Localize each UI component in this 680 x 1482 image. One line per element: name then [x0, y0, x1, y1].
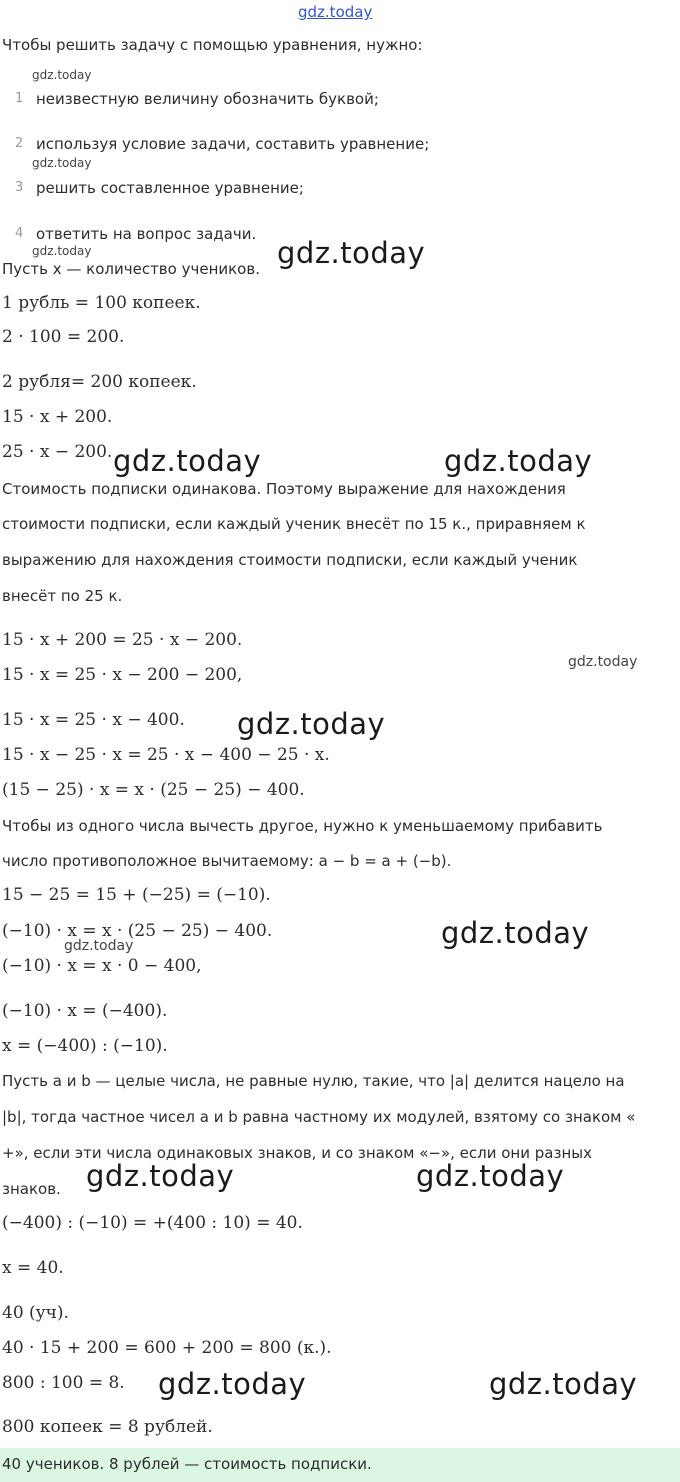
- equation-line: 40 · 15 + 200 = 600 + 200 = 800 (к.).: [2, 1338, 332, 1358]
- solution-line: 1 рубль = 100 копеек.: [2, 293, 201, 313]
- equation-line: (−400) : (−10) = +(400 : 10) = 40.: [2, 1213, 303, 1233]
- equation-line: 15 · x − 25 · x = 25 · x − 400 − 25 · x.: [2, 745, 330, 765]
- equation-line: 2 · 100 = 200.: [2, 327, 125, 347]
- intro-text: Чтобы решить задачу с помощью уравнения, нужно:: [2, 36, 423, 54]
- paragraph-line: Стоимость подписки одинакова. Поэтому выражение для нахождения: [2, 480, 566, 498]
- equation-line: x = (−400) : (−10).: [2, 1036, 168, 1056]
- paragraph-line: Пусть a и b — целые числа, не равные нулю, такие, что |a| делится нацело на: [2, 1072, 625, 1090]
- equation-line: x = 40.: [2, 1258, 64, 1278]
- step-text: решить составленное уравнение;: [36, 179, 304, 197]
- paragraph-line: выражению для нахождения стоимости подписки, если каждый ученик: [2, 551, 578, 569]
- watermark: gdz.today: [158, 1367, 307, 1401]
- solution-line: 800 копеек = 8 рублей.: [2, 1417, 213, 1437]
- paragraph-line: знаков.: [2, 1180, 61, 1198]
- equation-line: (−10) · x = x · (25 − 25) − 400.: [2, 921, 273, 941]
- equation-line: (15 − 25) · x = x · (25 − 25) − 400.: [2, 780, 305, 800]
- paragraph-line: |b|, тогда частное чисел a и b равна частному их модулей, взятому со знаком «: [2, 1108, 636, 1126]
- equation-line: 15 · x = 25 · x − 200 − 200,: [2, 665, 243, 685]
- paragraph-line: +», если эти числа одинаковых знаков, и со знаком «−», если они разных: [2, 1144, 592, 1162]
- expression-line: 15 · x + 200.: [2, 407, 113, 427]
- step-number: 2: [15, 136, 24, 151]
- step-text: ответить на вопрос задачи.: [36, 225, 257, 243]
- watermark: gdz.today: [32, 244, 92, 258]
- equation-line: (−10) · x = (−400).: [2, 1001, 168, 1021]
- equation-line: 15 · x + 200 = 25 · x − 200.: [2, 630, 243, 650]
- watermark: gdz.today: [32, 68, 92, 82]
- solution-line: 2 рубля= 200 копеек.: [2, 372, 197, 392]
- watermark: gdz.today: [444, 444, 593, 478]
- step-number: 1: [15, 91, 24, 106]
- equation-line: (−10) · x = x · 0 − 400,: [2, 956, 202, 976]
- step-text: неизвестную величину обозначить буквой;: [36, 90, 379, 108]
- paragraph-line: стоимости подписки, если каждый ученик внесёт по 15 к., приравняем к: [2, 515, 586, 533]
- watermark: gdz.today: [237, 707, 386, 741]
- equation-line: 800 : 100 = 8.: [2, 1373, 125, 1393]
- paragraph-line: внесёт по 25 к.: [2, 587, 123, 605]
- solution-line: 40 (уч).: [2, 1303, 69, 1323]
- watermark: gdz.today: [441, 916, 590, 950]
- paragraph-line: число противоположное вычитаемому: a − b = a + (−b).: [2, 852, 452, 870]
- equation-line: 15 · x = 25 · x − 400.: [2, 710, 185, 730]
- watermark: gdz.today: [86, 1159, 235, 1193]
- equation-line: 15 − 25 = 15 + (−25) = (−10).: [2, 885, 271, 905]
- answer-text: 40 учеников. 8 рублей — стоимость подписки.: [2, 1455, 372, 1473]
- step-number: 4: [15, 226, 24, 241]
- step-text: используя условие задачи, составить уравнение;: [36, 135, 430, 153]
- answer-box: [0, 1448, 680, 1482]
- paragraph-line: Чтобы из одного числа вычесть другое, нужно к уменьшаемому прибавить: [2, 817, 603, 835]
- watermark: gdz.today: [277, 236, 426, 270]
- watermark: gdz.today: [32, 156, 92, 170]
- watermark: gdz.today: [416, 1159, 565, 1193]
- watermark: gdz.today: [113, 444, 262, 478]
- watermark: gdz.today: [489, 1367, 638, 1401]
- solution-line: Пусть x — количество учеников.: [2, 260, 260, 278]
- step-number: 3: [15, 180, 24, 195]
- watermark: gdz.today: [568, 654, 638, 670]
- expression-line: 25 · x − 200.: [2, 442, 113, 462]
- watermark: gdz.today: [64, 938, 134, 954]
- watermark-link[interactable]: gdz.today: [298, 3, 373, 21]
